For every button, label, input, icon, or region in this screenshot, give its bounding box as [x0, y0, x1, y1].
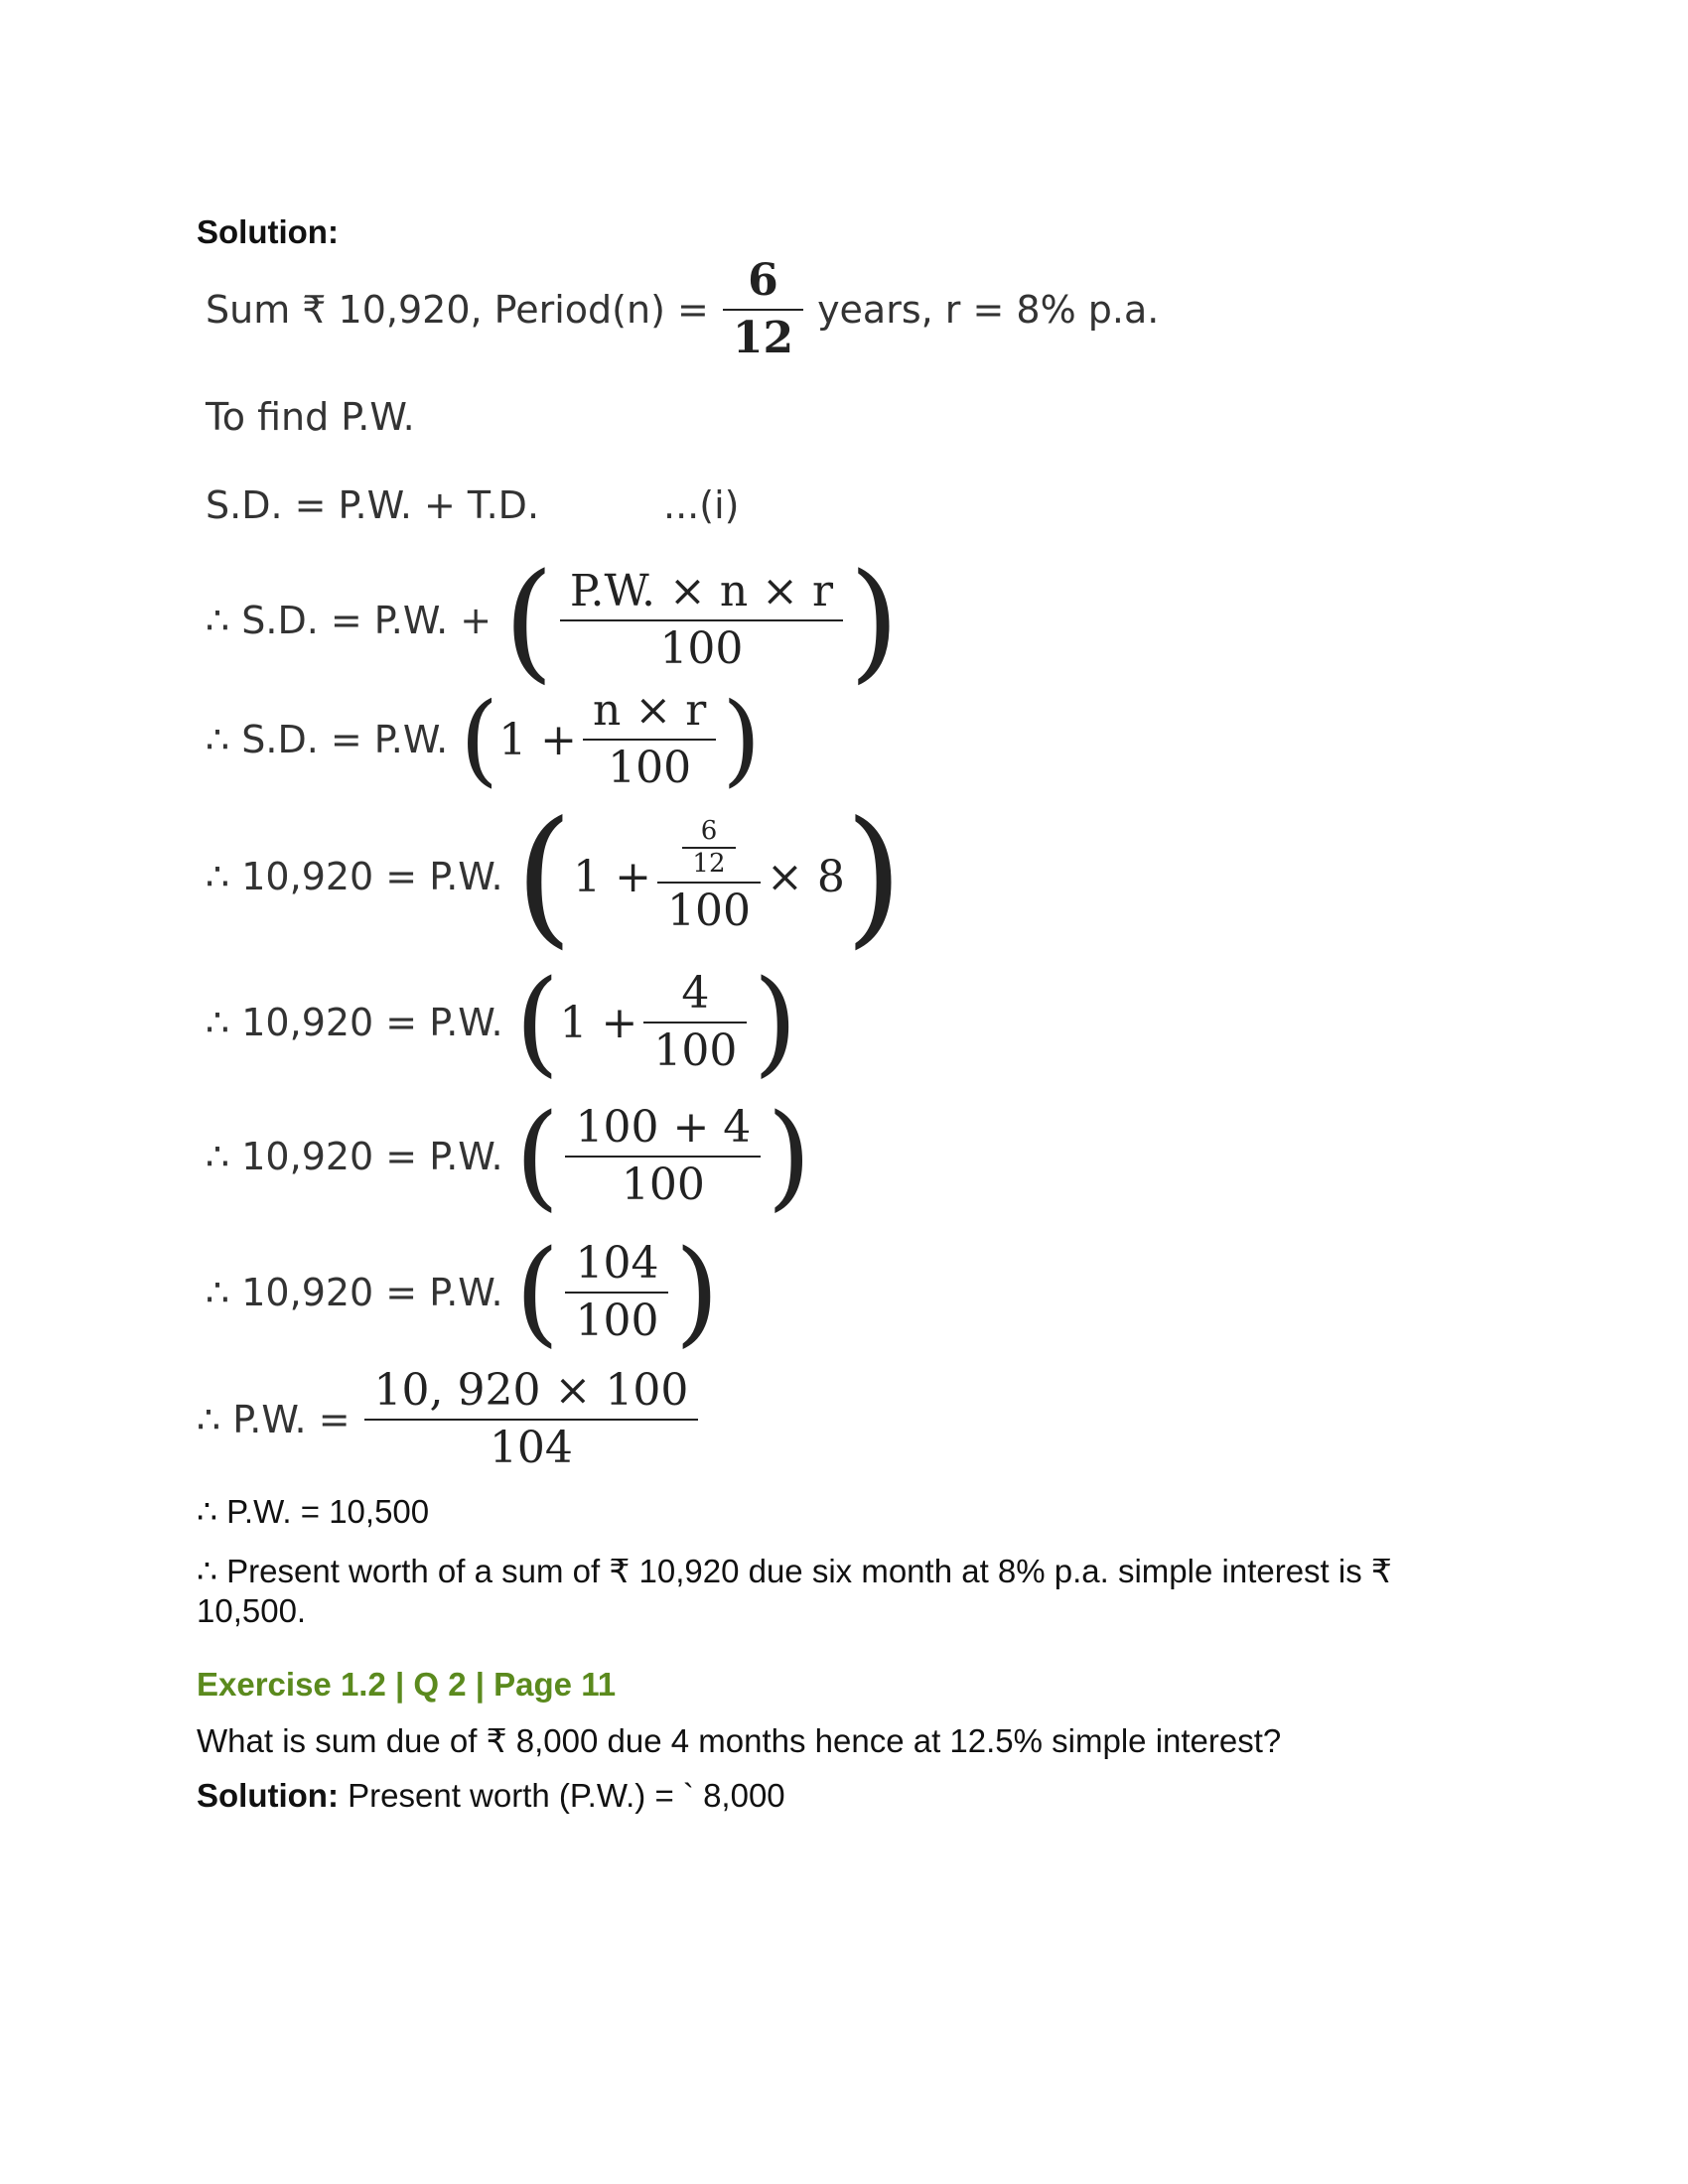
equation-ref: ...(i): [663, 483, 740, 527]
equation-2: ∴ S.D. = P.W. + ( $\frac{P.W. \times n \times r}{100}$ ): [206, 545, 900, 696]
eq6-prefix: ∴ 10,920 = P.W.: [206, 1135, 503, 1178]
solution-heading: Solution:: [197, 213, 339, 250]
fraction-numerator: 104: [575, 1237, 659, 1289]
fraction-denominator: 104: [489, 1423, 573, 1473]
eq6-fraction: [565, 1101, 761, 1210]
eq5-fraction: [643, 967, 747, 1076]
eq4-lead: 1 +: [573, 851, 651, 902]
equation-8: [197, 1360, 704, 1479]
period-fraction: [723, 254, 803, 363]
eq3-lead: 1 +: [498, 714, 578, 765]
to-find-line: To find P.W.: [206, 395, 415, 439]
eq2-prefix: ∴ S.D. = P.W. +: [206, 599, 492, 642]
equation-6: ∴ 10,920 = P.W. ( $\frac{100 + 4}{100}$ ): [206, 1089, 812, 1223]
solution-2-label: Solution:: [197, 1777, 339, 1814]
eq2-fraction: [560, 565, 843, 674]
eq3-prefix: ∴ S.D. = P.W.: [206, 718, 449, 761]
eq7-prefix: ∴ 10,920 = P.W.: [206, 1271, 503, 1314]
equation-3: ∴ S.D. = P.W. ( 1 + $\frac{n \times r}{100}$ ): [206, 681, 762, 797]
fraction-numerator: P.W. × n × r: [569, 565, 834, 616]
eq7-fraction: [565, 1237, 668, 1346]
eq5-prefix: ∴ 10,920 = P.W.: [206, 1001, 503, 1044]
result-line: ∴ P.W. = 10,500: [197, 1493, 430, 1530]
equation-4: ∴ 10,920 = P.W. ( 1 + $\frac{\frac{6}{12}}{100}$ × 8 ): [206, 790, 904, 963]
eq3-fraction: [583, 684, 716, 793]
solution-2-line: [197, 1777, 785, 1815]
fraction-denominator: 100: [608, 743, 692, 793]
fraction-numerator: 10, 920 × 100: [373, 1364, 689, 1416]
conclusion-paragraph: ∴ Present worth of a sum of ₹ 10,920 due six month at 8% p.a. simple interest is ₹ 10,500.: [197, 1553, 1392, 1630]
equation-7: ∴ 10,920 = P.W. ( $\frac{104}{100}$ ): [206, 1225, 720, 1359]
eq4-tail: × 8: [766, 851, 845, 902]
eq4-fraction: [657, 817, 761, 936]
given-suffix: years, r = 8% p.a.: [817, 288, 1160, 332]
fraction-denominator: 100: [653, 1025, 738, 1076]
eq4-inner-fraction: [682, 817, 735, 878]
eq5-lead: 1 +: [559, 997, 638, 1048]
fraction-numerator: 6: [700, 816, 718, 847]
fraction-denominator: 100: [575, 1296, 659, 1346]
fraction-numerator: n × r: [593, 684, 707, 736]
solution-2-text: Present worth (P.W.) = ` 8,000: [348, 1777, 785, 1814]
fraction-numerator: 100 + 4: [575, 1101, 752, 1153]
eq8-prefix: ∴ P.W. =: [197, 1398, 351, 1441]
equation-5: ∴ 10,920 = P.W. ( 1 + $\frac{4}{100}$ ): [206, 955, 798, 1089]
fraction-denominator: 12: [732, 313, 794, 363]
given-line: [206, 255, 1159, 364]
equation-1: S.D. = P.W. + T.D.: [206, 483, 540, 527]
fraction-numerator: 6: [748, 254, 778, 306]
fraction-denominator: 12: [692, 848, 726, 879]
fraction-denominator: 100: [621, 1160, 705, 1210]
fraction-numerator: 4: [681, 967, 710, 1019]
exercise-heading: Exercise 1.2 | Q 2 | Page 11: [197, 1666, 617, 1703]
fraction-denominator: 100: [659, 623, 744, 674]
eq4-prefix: ∴ 10,920 = P.W.: [206, 855, 503, 898]
given-prefix: Sum ₹ 10,920, Period(n) =: [206, 288, 709, 332]
question-text: What is sum due of ₹ 8,000 due 4 months hence at 12.5% simple interest?: [197, 1722, 1282, 1759]
fraction-denominator: 100: [666, 886, 751, 937]
eq8-fraction: [364, 1364, 699, 1473]
